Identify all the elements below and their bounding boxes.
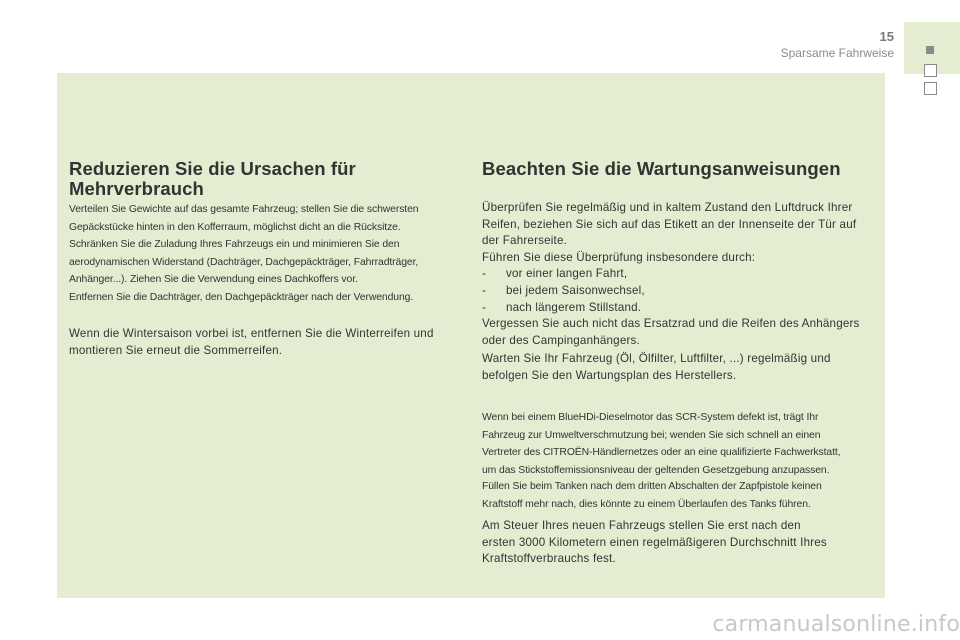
chapter-marker-icon	[926, 46, 934, 54]
list-item	[482, 283, 882, 300]
text-line: Führen Sie diese Überprüfung insbesondere durch:	[482, 250, 756, 264]
text-line: Überprüfen Sie regelmäßig und in kaltem Zustand den Luftdruck Ihrer	[482, 201, 853, 214]
text-line: Wenn bei einem BlueHDi-Dieselmotor das SCR-System defekt ist, trägt Ihr	[482, 412, 819, 423]
right-heading: Beachten Sie die Wartungsanweisungen	[482, 158, 841, 179]
text-line: ersten 3000 Kilometern einen regelmäßigeren Durchschnitt Ihres	[482, 535, 827, 549]
list-item-text: nach längerem Stillstand.	[506, 300, 642, 314]
text-line: Wenn die Wintersaison vorbei ist, entfernen Sie die Winterreifen und	[69, 327, 434, 340]
text-line: Verteilen Sie Gewichte auf das gesamte Fahrzeug; stellen Sie die schwersten	[69, 204, 419, 215]
text-line: der Fahrerseite.	[482, 234, 568, 248]
text-line: Schränken Sie die Zuladung Ihres Fahrzeugs ein und minimieren Sie den	[69, 239, 400, 250]
text-line: Gepäckstücke hinten in den Kofferraum, möglichst dicht an die Rücksitze.	[69, 221, 401, 233]
dash-marker: -	[482, 300, 487, 314]
left-heading	[69, 159, 459, 199]
chapter-box-icon	[924, 82, 937, 95]
text-line: Am Steuer Ihres neuen Fahrzeugs stellen Sie erst nach den	[482, 519, 801, 532]
text-line: Kraftstoffverbrauchs fest.	[482, 552, 616, 566]
text-line: Fahrzeug zur Umweltverschmutzung bei; wenden Sie sich schnell an einen	[482, 429, 821, 441]
list-item	[482, 266, 882, 283]
left-paragraph-weights	[69, 201, 469, 306]
left-heading-line: Reduzieren Sie die Ursachen für	[69, 158, 356, 179]
text-line: Kraftstoff mehr nach, dies könnte zu einem Überlaufen des Tanks führen.	[482, 498, 811, 510]
dash-marker: -	[482, 283, 487, 297]
text-line: Vertreter des CITROËN-Händlernetzes oder an eine qualifizierte Fachwerkstatt,	[482, 447, 841, 458]
right-paragraph-refuel	[482, 478, 882, 513]
check-list	[482, 266, 882, 316]
page-number: 15	[879, 29, 894, 44]
list-item-text: bei jedem Saisonwechsel,	[506, 283, 645, 297]
text-line: Reifen, beziehen Sie sich auf das Etikett an der Innenseite der Tür auf	[482, 217, 857, 231]
text-line: oder des Campinganhängers.	[482, 333, 640, 347]
text-line: Anhänger...). Ziehen Sie die Verwendung eines Dachkoffers vor.	[69, 274, 358, 285]
left-paragraph-winter	[69, 326, 469, 359]
right-paragraph-tyres	[482, 200, 882, 349]
watermark: carmanualsonline.info	[712, 612, 960, 637]
text-line: Entfernen Sie die Dachträger, den Dachgepäckträger nach der Verwendung.	[69, 291, 414, 303]
text-line: befolgen Sie den Wartungsplan des Herstellers.	[482, 368, 737, 382]
left-heading-line: Mehrverbrauch	[69, 178, 204, 199]
text-line: aerodynamischen Widerstand (Dachträger, Dachgepäckträger, Fahrradträger,	[69, 256, 419, 268]
section-title: Sparsame Fahrweise	[780, 46, 894, 60]
text-line: um das Stickstoffemissionsniveau der geltenden Gesetzgebung anzupassen.	[482, 464, 830, 476]
text-line: Warten Sie Ihr Fahrzeug (Öl, Ölfilter, Luftfilter, ...) regelmäßig und	[482, 352, 831, 365]
right-paragraph-scr	[482, 409, 882, 479]
text-line: Füllen Sie beim Tanken nach dem dritten Abschalten der Zapfpistole keinen	[482, 481, 822, 492]
text-line: Vergessen Sie auch nicht das Ersatzrad und die Reifen des Anhängers	[482, 317, 860, 331]
right-paragraph-maintenance	[482, 351, 882, 384]
chapter-box-icon	[924, 64, 937, 77]
list-item	[482, 300, 882, 317]
content-panel	[57, 73, 885, 598]
right-paragraph-consumption	[482, 518, 882, 568]
text-line: montieren Sie erneut die Sommerreifen.	[69, 343, 283, 357]
list-item-text: vor einer langen Fahrt,	[506, 267, 628, 281]
dash-marker: -	[482, 267, 487, 281]
